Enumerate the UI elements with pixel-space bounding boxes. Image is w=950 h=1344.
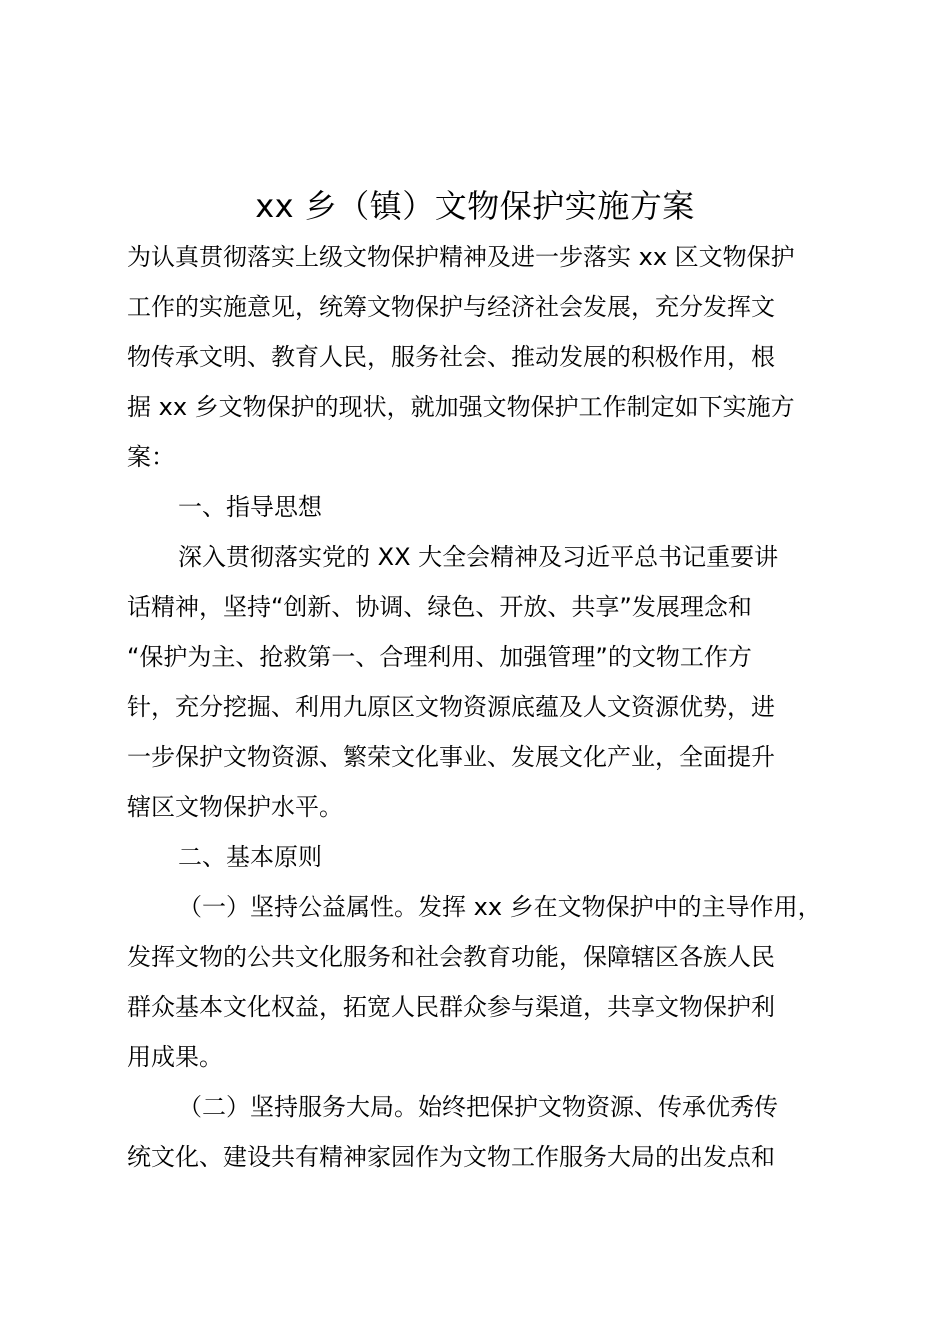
paragraph-line: 用成果。 [127,1043,223,1071]
document-body [127,232,832,1182]
paragraph-line: 工作的实施意见，统筹文物保护与经济社会发展，充分发挥文 [127,293,775,321]
paragraph-line: 统文化、建设共有精神家园作为文物工作服务大局的出发点和 [127,1143,775,1171]
document-title: xx 乡（镇）文物保护实施方案 [255,187,695,225]
paragraph-line: 辖区文物保护水平。 [127,793,343,821]
paragraph-line: （二）坚持服务大局。始终把保护文物资源、传承优秀传 [178,1093,778,1121]
paragraph-line: 针，充分挖掘、利用九原区文物资源底蕴及人文资源优势，进 [127,693,775,721]
paragraph-line: （一）坚持公益属性。发挥 xx 乡在文物保护中的主导作用， [178,893,822,921]
paragraph-line: 据 xx 乡文物保护的现状，就加强文物保护工作制定如下实施方 [127,393,795,421]
section-heading: 一、指导思想 [178,493,322,521]
paragraph-line: 群众基本文化权益，拓宽人民群众参与渠道，共享文物保护利 [127,993,775,1021]
paragraph-line: 案： [127,443,175,471]
paragraph-line: 深入贯彻落实党的 XX 大全会精神及习近平总书记重要讲 [178,543,779,571]
paragraph-line: “保护为主、抢救第一、合理利用、加强管理”的文物工作方 [127,643,752,671]
paragraph-line: 话精神，坚持“创新、协调、绿色、开放、共享”发展理念和 [127,593,752,621]
paragraph-line: 为认真贯彻落实上级文物保护精神及进一步落实 xx 区文物保护 [127,243,795,271]
paragraph-line: 发挥文物的公共文化服务和社会教育功能，保障辖区各族人民 [127,943,775,971]
paragraph-line: 一步保护文物资源、繁荣文化事业、发展文化产业，全面提升 [127,743,775,771]
section-heading: 二、基本原则 [178,843,322,871]
paragraph-line: 物传承文明、教育人民，服务社会、推动发展的积极作用，根 [127,343,775,371]
